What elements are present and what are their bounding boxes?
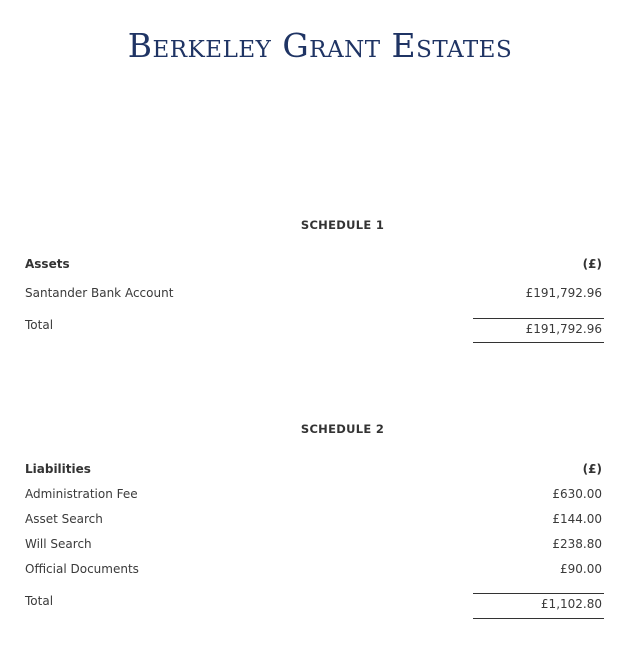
- liabilities-total-label: Total: [25, 594, 54, 608]
- liability-row-value: £630.00: [552, 487, 602, 501]
- assets-heading: Assets: [25, 257, 70, 271]
- liabilities-currency-label: (£): [582, 462, 602, 476]
- liability-row-label: Asset Search: [25, 512, 103, 526]
- assets-total-value: £191,792.96: [525, 322, 602, 336]
- asset-row-label: Santander Bank Account: [25, 286, 174, 300]
- assets-total-top-rule: [473, 318, 604, 319]
- liability-row-value: £90.00: [560, 562, 602, 576]
- liabilities-heading: Liabilities: [25, 462, 91, 476]
- liabilities-total-top-rule: [473, 593, 604, 594]
- liability-row-value: £238.80: [552, 537, 602, 551]
- liabilities-total-bottom-rule: [473, 618, 604, 619]
- company-title: Berkeley Grant Estates: [127, 26, 513, 65]
- liability-row-value: £144.00: [552, 512, 602, 526]
- assets-total-bottom-rule: [473, 342, 604, 343]
- schedule-2-title: SCHEDULE 2: [300, 422, 385, 436]
- liability-row-label: Official Documents: [25, 562, 139, 576]
- assets-total-label: Total: [25, 318, 54, 332]
- schedule-1-title: SCHEDULE 1: [300, 218, 385, 232]
- liability-row-label: Will Search: [25, 537, 92, 551]
- assets-currency-label: (£): [582, 257, 602, 271]
- liabilities-total-value: £1,102.80: [540, 597, 602, 611]
- liability-row-label: Administration Fee: [25, 487, 138, 501]
- asset-row-value: £191,792.96: [525, 286, 602, 300]
